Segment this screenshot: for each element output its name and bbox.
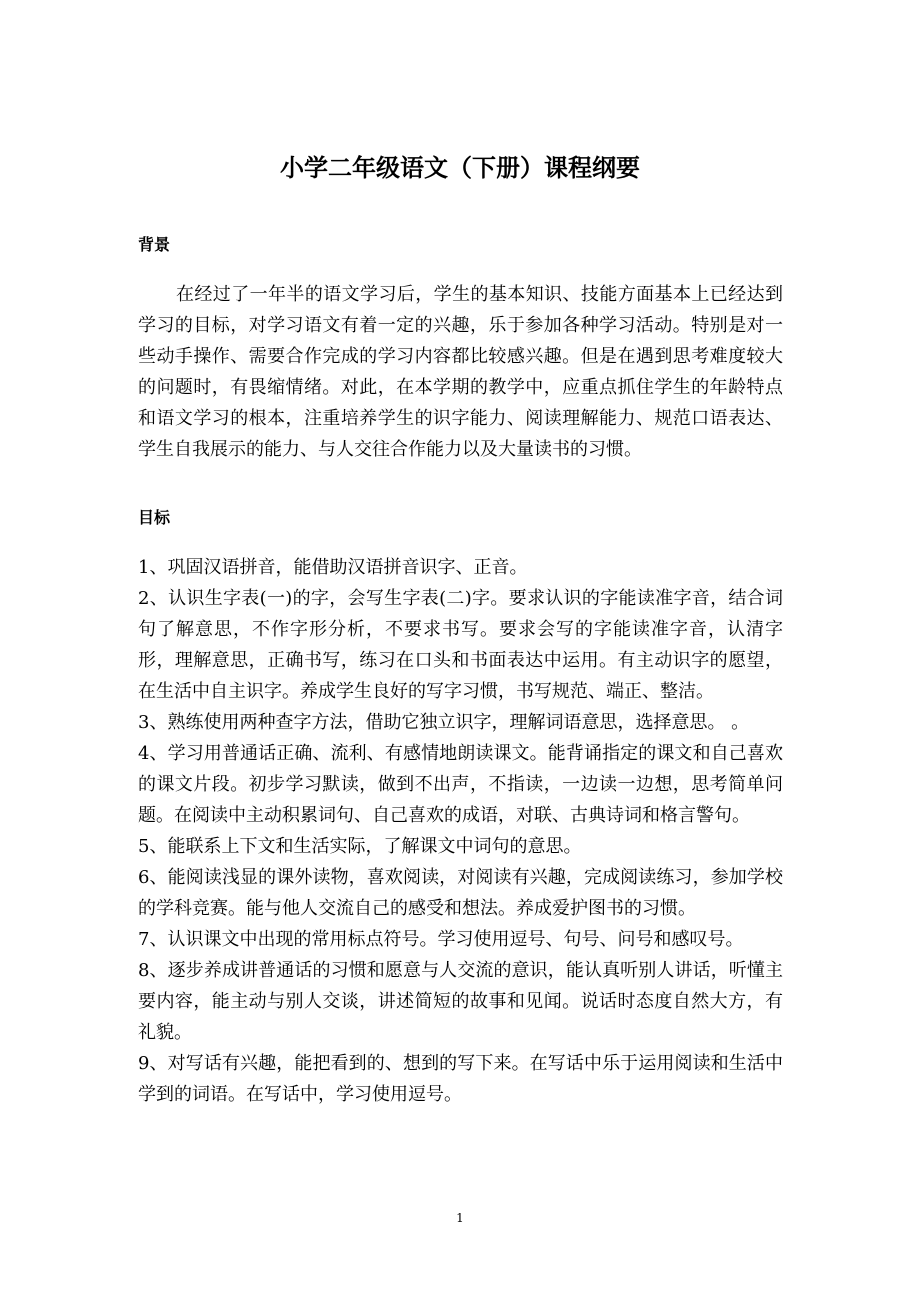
goal-item-1: 1、巩固汉语拼音，能借助汉语拼音识字、正音。 <box>138 557 528 578</box>
section-heading-background: 背景 <box>138 235 171 254</box>
document-title: 小学二年级语文（下册）课程纲要 <box>280 154 640 182</box>
goal-item-6: 6、能阅读浅显的课外读物，喜欢阅读，对阅读有兴趣，完成阅读练习，参加学校的学科竞赛。能与他人交流自己的感受和想法。养成爱护图书的习惯。 <box>138 867 783 919</box>
goal-item-5: 5、能联系上下文和生活实际，了解课文中词句的意思。 <box>138 836 582 857</box>
goal-item-9: 9、对写话有兴趣，能把看到的、想到的写下来。在写话中乐于运用阅读和生活中学到的词语。在写话中，学习使用逗号。 <box>138 1053 783 1105</box>
goal-item-3: 3、熟练使用两种查字方法，借助它独立识字，理解词语意思，选择意思。 。 <box>138 712 750 733</box>
section-heading-goals: 目标 <box>138 508 171 527</box>
goals-list <box>138 552 783 1110</box>
background-paragraph: 在经过了一年半的语文学习后，学生的基本知识、技能方面基本上已经达到学习的目标，对学习语文有着一定的兴趣，乐于参加各种学习活动。特别是对一些动手操作、需要合作完成的学习内容都比较感兴趣。但是在遇到思考难度较大的问题时，有畏缩情绪。对此，在本学期的教学中，应重点抓住学生的年龄特点和语文学习的根本，注重培养学生的识字能力、阅读理解能力、规范口语表达、学生自我展示的能力、与人交往合作能力以及大量读书的习惯。 <box>138 284 783 460</box>
page-number: 1 <box>456 1211 464 1225</box>
goal-item-7: 7、认识课文中出现的常用标点符号。学习使用逗号、句号、问号和感叹号。 <box>138 929 744 950</box>
goal-item-2: 2、认识生字表(一)的字，会写生字表(二)字。要求认识的字能读准字音，结合词句了解意思，不作字形分析，不要求书写。要求会写的字能读准字音，认清字形，理解意思，正确书写，练习在口头和书面表达中运用。有主动识字的愿望，在生活中自主识字。养成学生良好的写字习惯，书写规范、端正、整洁。 <box>138 588 783 702</box>
goal-item-4: 4、学习用普通话正确、流利、有感情地朗读课文。能背诵指定的课文和自己喜欢的课文片段。初步学习默读，做到不出声，不指读，一边读一边想，思考简单问题。在阅读中主动积累词句、自己喜欢的成语，对联、古典诗词和格言警句。 <box>138 743 783 826</box>
goal-item-8: 8、逐步养成讲普通话的习惯和愿意与人交流的意识，能认真听别人讲话，听懂主要内容，能主动与别人交谈，讲述简短的故事和见闻。说话时态度自然大方，有礼貌。 <box>138 960 783 1043</box>
